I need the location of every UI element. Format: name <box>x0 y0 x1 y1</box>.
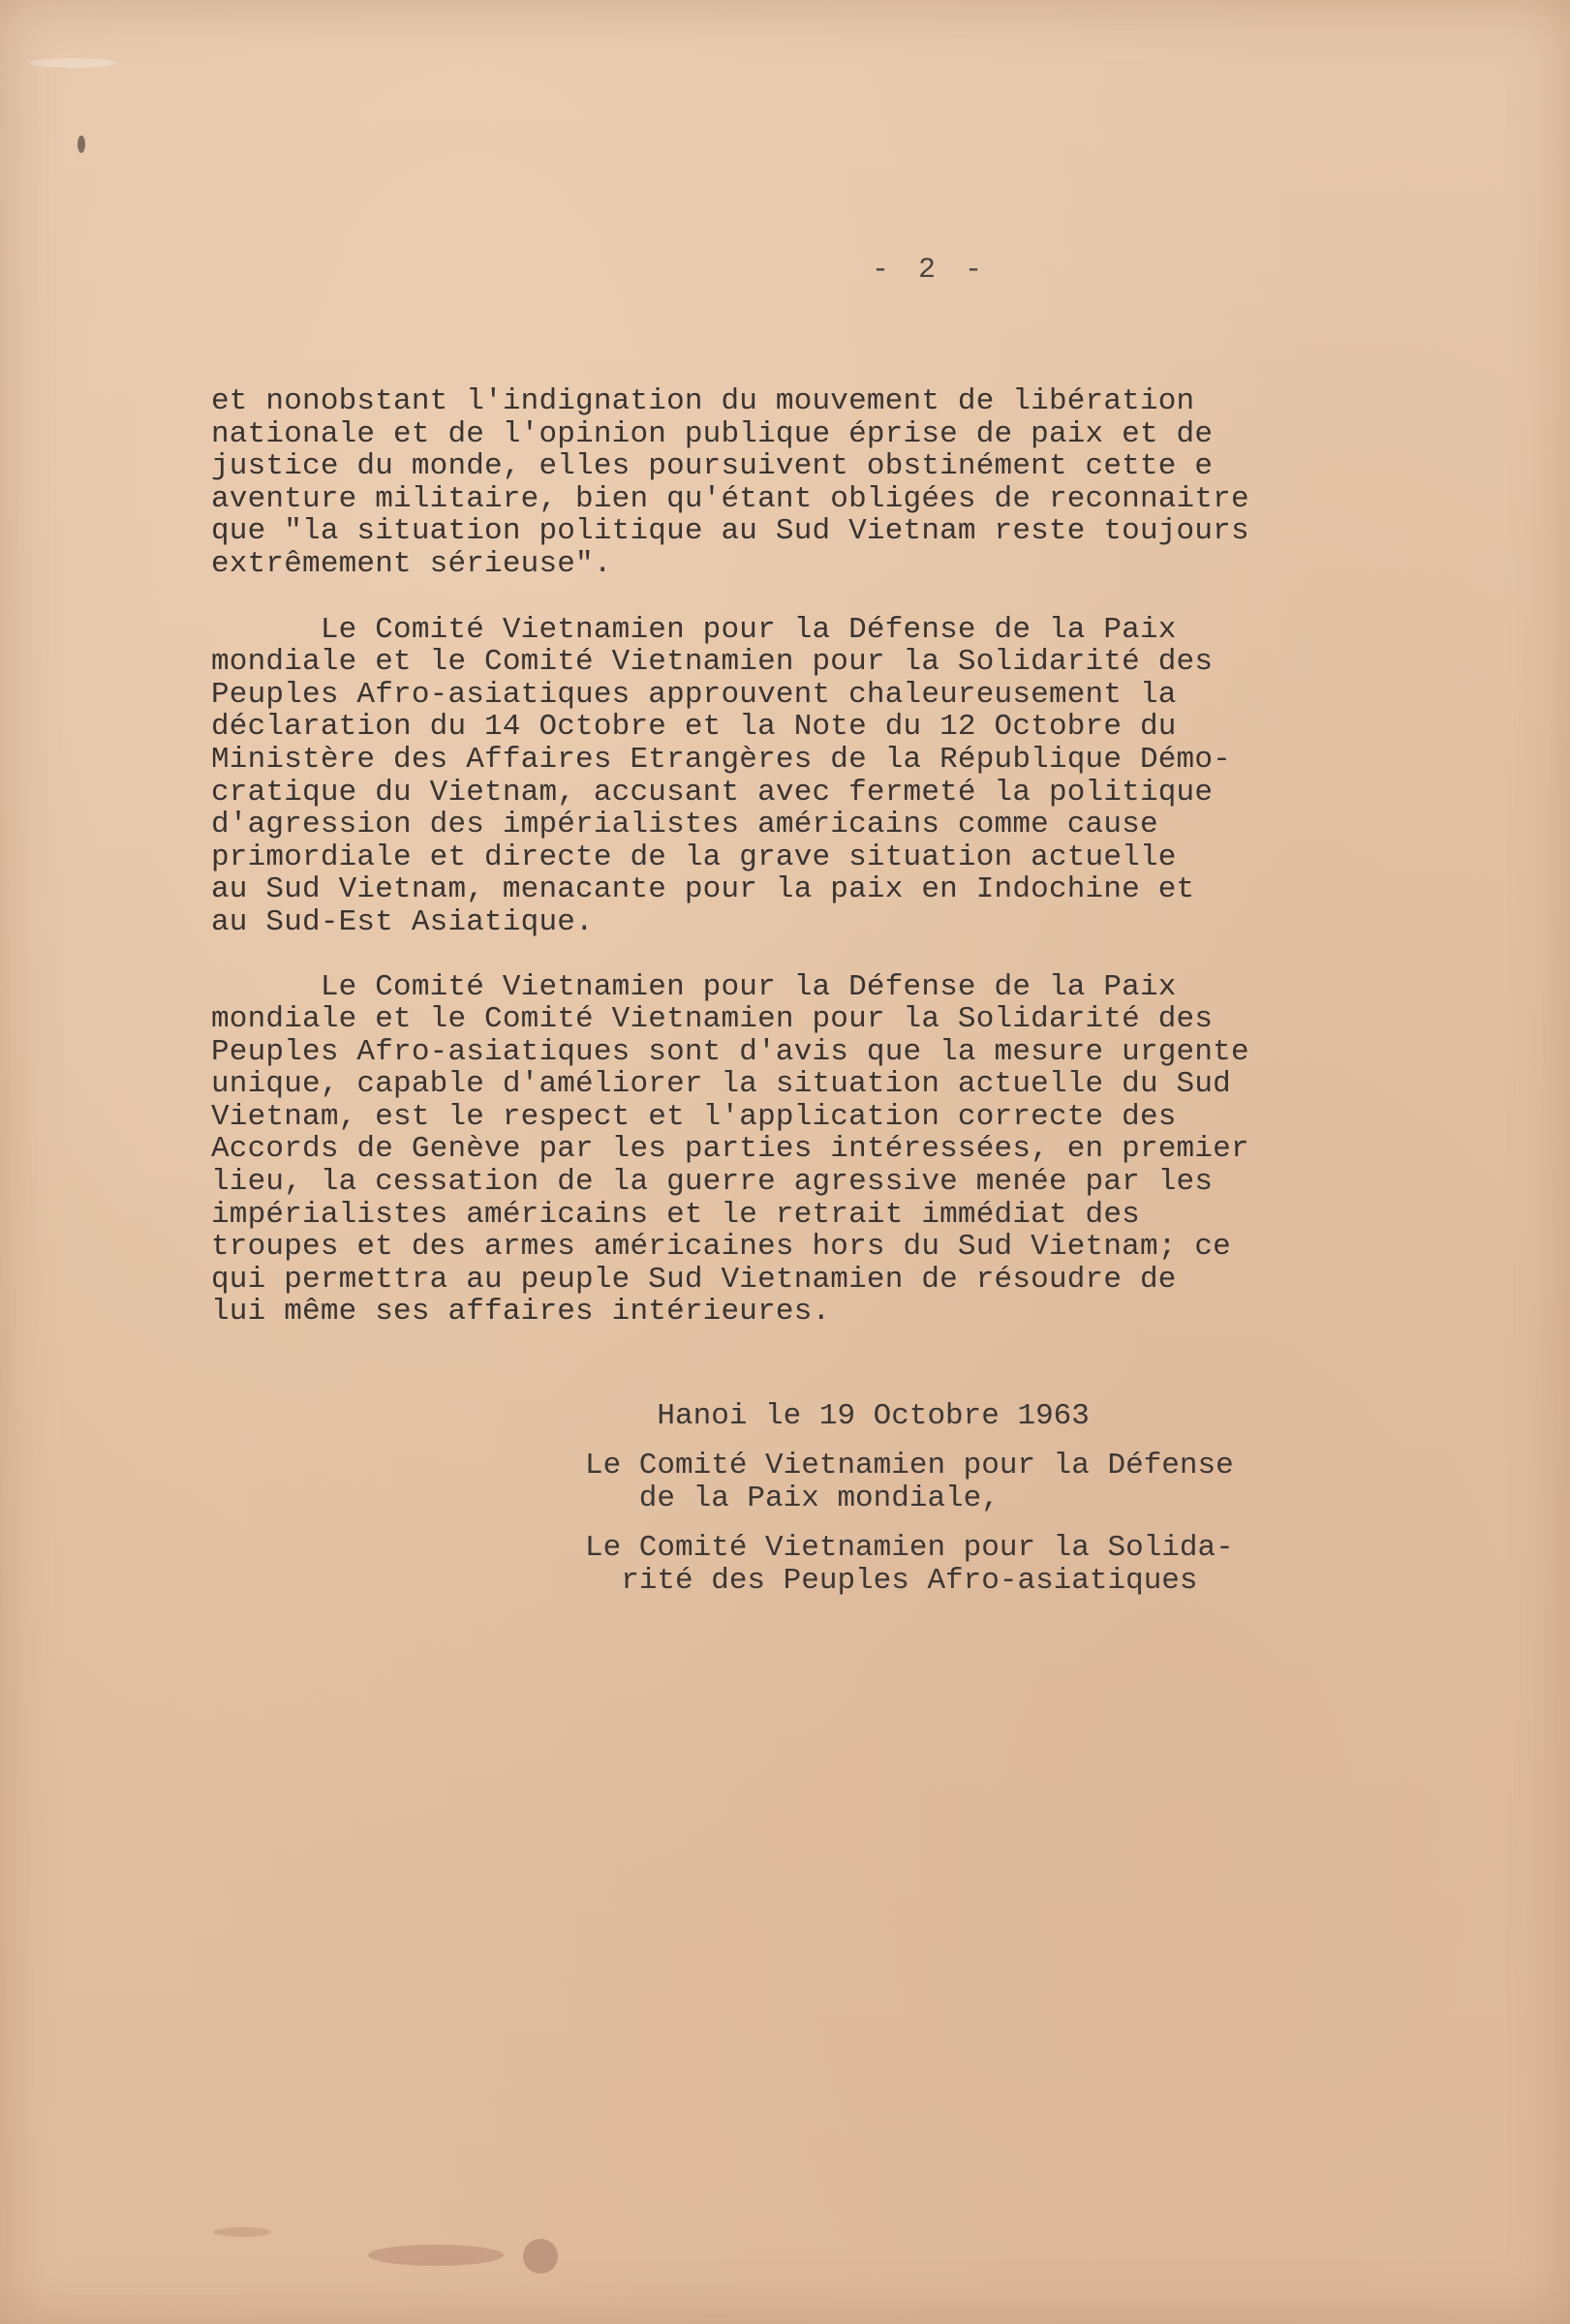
paragraph-2 <box>211 614 1344 939</box>
text-line: Vietnam, est le respect et l'application correcte des <box>211 1099 1177 1134</box>
text-line: unique, capable d'améliorer la situation actuelle du Sud <box>211 1067 1231 1102</box>
text-line: impérialistes américains et le retrait immédiat des <box>211 1197 1140 1232</box>
text-line: qui permettra au peuple Sud Vietnamien de résoudre de <box>211 1262 1177 1297</box>
text-line: lieu, la cessation de la guerre agressive menée par les <box>211 1165 1214 1200</box>
paper-stain <box>29 58 116 68</box>
signature-block <box>585 1400 1321 1598</box>
text-line: lui même ses affaires intérieures. <box>211 1295 831 1330</box>
text-line: mondiale et le Comité Vietnamien pour la Solidarité des <box>211 645 1214 680</box>
text-line: d'agression des impérialistes américains comme cause <box>211 808 1158 842</box>
text-line: et nonobstant l'indignation du mouvement de libération <box>211 384 1195 418</box>
paragraph-spacer <box>211 581 1344 614</box>
paragraph-3 <box>211 971 1344 1330</box>
signatory-line: Le Comité Vietnamien pour la Solida- <box>585 1531 1234 1565</box>
paper-stain <box>213 2227 271 2237</box>
text-line: aventure militaire, bien qu'étant obligées de reconnaitre <box>211 481 1249 516</box>
text-line: justice du monde, elles poursuivent obstinément cette e <box>211 449 1214 484</box>
text-line: Peuples Afro-asiatiques sont d'avis que la mesure urgente <box>211 1034 1249 1069</box>
paper-stain <box>368 2245 504 2266</box>
signature-spacer <box>585 1515 1321 1532</box>
paragraph-1 <box>211 385 1344 581</box>
place-date: Hanoi le 19 Octobre 1963 <box>585 1399 1090 1433</box>
text-line: primordiale et directe de la grave situation actuelle <box>211 840 1177 874</box>
paper-stain <box>523 2239 558 2274</box>
signatory-line: rité des Peuples Afro-asiatiques <box>585 1564 1198 1598</box>
text-line: nationale et de l'opinion publique éprise de paix et de <box>211 416 1214 451</box>
text-line: cratique du Vietnam, accusant avec fermeté la politique <box>211 775 1214 810</box>
text-line: au Sud Vietnam, menacante pour la paix en Indochine et <box>211 872 1195 907</box>
text-line: Le Comité Vietnamien pour la Défense de la Paix <box>211 969 1177 1004</box>
text-line: Ministère des Affaires Etrangères de la République Démo- <box>211 742 1231 777</box>
text-line: Peuples Afro-asiatiques approuvent chaleureusement la <box>211 677 1177 712</box>
signatory-line: de la Paix mondiale, <box>585 1482 1000 1515</box>
text-line: extrêmement sérieuse". <box>211 546 612 581</box>
text-line: mondiale et le Comité Vietnamien pour la Solidarité des <box>211 1002 1214 1037</box>
text-line: troupes et des armes américaines hors du Sud Vietnam; ce <box>211 1230 1231 1265</box>
signatory-line: Le Comité Vietnamien pour la Défense <box>585 1449 1234 1483</box>
paragraph-spacer <box>211 939 1344 971</box>
text-line: Le Comité Vietnamien pour la Défense de la Paix <box>211 612 1177 647</box>
text-line: au Sud-Est Asiatique. <box>211 904 594 939</box>
text-line: Accords de Genève par les parties intéressées, en premier <box>211 1132 1249 1167</box>
text-line: déclaration du 14 Octobre et la Note du 12 Octobre du <box>211 710 1177 745</box>
paper-stain <box>77 136 85 153</box>
text-line: que "la situation politique au Sud Vietnam reste toujours <box>211 514 1249 549</box>
signature-spacer <box>585 1433 1321 1450</box>
letter-body <box>211 385 1344 1329</box>
page-number: - 2 - <box>872 254 989 287</box>
